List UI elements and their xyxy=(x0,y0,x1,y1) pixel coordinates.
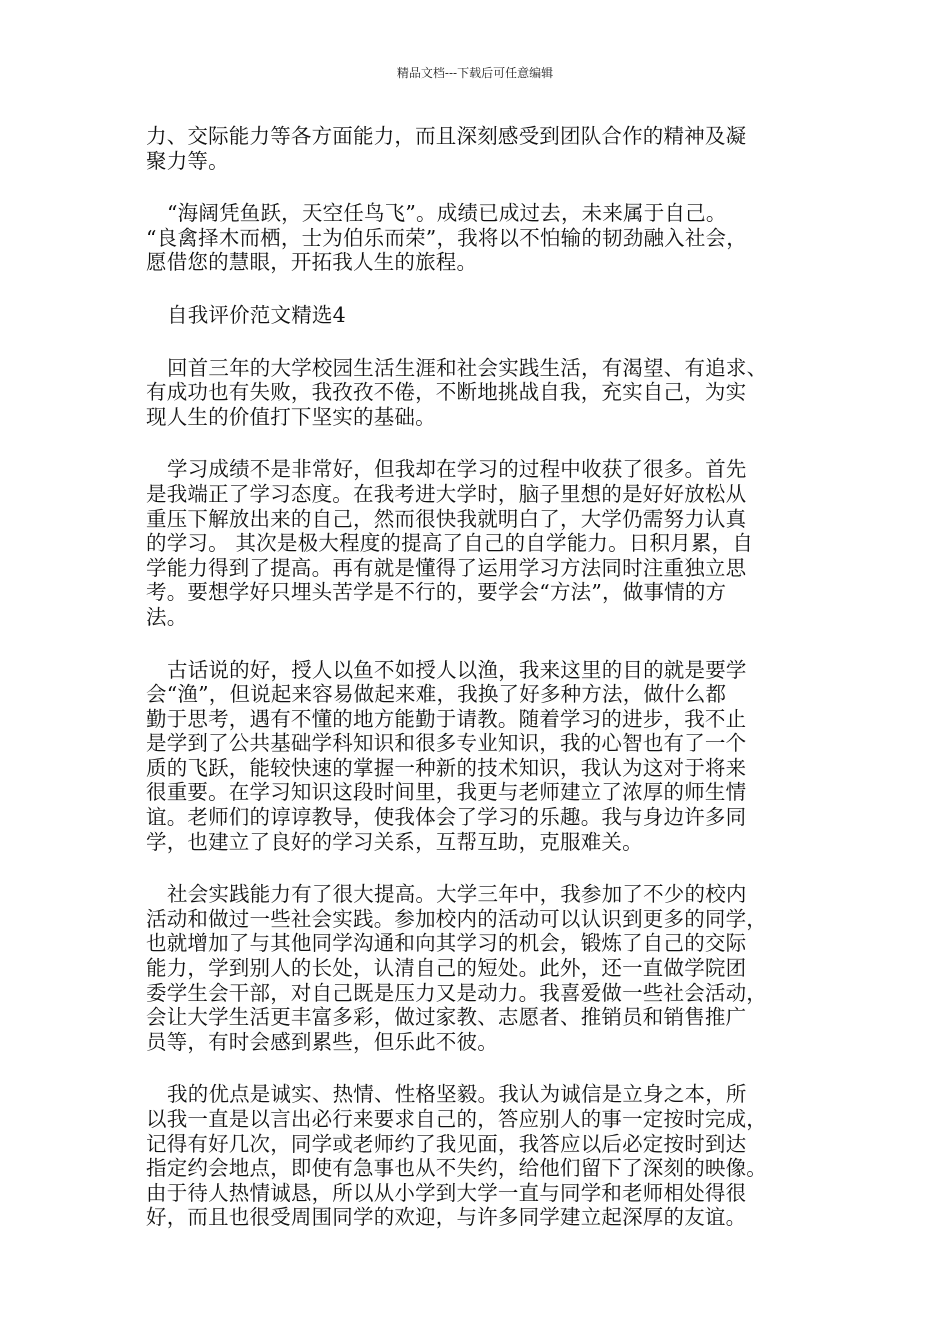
paragraph-8 xyxy=(146,1082,806,1230)
text-line: 是学到了公共基础学科知识和很多专业知识，我的心智也有了一个 xyxy=(146,731,747,756)
paragraph-1 xyxy=(146,124,806,173)
text-line: 很重要。在学习知识这段时间里，我更与老师建立了浓厚的师生情 xyxy=(146,780,747,805)
text-line: 聚力等。 xyxy=(146,148,229,173)
paragraph-4 xyxy=(146,356,806,430)
text-line: 质的飞跃，能较快速的掌握一种新的技术知识，我认为这对于将来 xyxy=(146,755,747,780)
text-line: 会“渔”，但说起来容易做起来难，我换了好多种方法，做什么都 xyxy=(146,682,727,707)
text-line: 勤于思考，遇有不懂的地方能勤于请教。随着学习的进步，我不止 xyxy=(146,706,747,731)
text-line: 指定约会地点，即使有急事也从不失约，给他们留下了深刻的映像。 xyxy=(146,1156,767,1181)
text-line: 记得有好几次，同学或老师约了我见面，我答应以后必定按时到达 xyxy=(146,1131,747,1156)
text-line: 员等，有时会感到累些，但乐此不彼。 xyxy=(146,1029,498,1054)
section-heading xyxy=(146,303,806,328)
page-header: 精品文档---下载后可任意编辑 xyxy=(396,66,554,80)
text-line: 学习成绩不是非常好，但我却在学习的过程中收获了很多。首先 xyxy=(167,457,747,482)
text-line: 重压下解放出来的自己，然而很快我就明白了，大学仍需努力认真 xyxy=(146,506,747,531)
text-line: 法。 xyxy=(146,604,188,629)
text-line: 古话说的好，授人以鱼不如授人以渔，我来这里的目的就是要学 xyxy=(167,657,747,682)
text-line: 会让大学生活更丰富多彩，做过家教、志愿者、推销员和销售推广 xyxy=(146,1005,747,1030)
text-line: “良禽择木而栖，士为伯乐而荣”，我将以不怕输的韧劲融入社会， xyxy=(146,225,747,250)
text-line: 能力，学到别人的长处，认清自己的短处。此外，还一直做学院团 xyxy=(146,956,747,981)
document-body xyxy=(146,124,806,1258)
text-line: 考。要想学好只埋头苦学是不行的，要学会“方法”，做事情的方 xyxy=(146,580,727,605)
text-line: 以我一直是以言出必行来要求自己的，答应别人的事一定按时完成， xyxy=(146,1107,767,1131)
text-line: “海阔凭鱼跃，天空任鸟飞”。成绩已成过去，未来属于自己。 xyxy=(167,201,727,226)
text-line: 学，也建立了良好的学习关系，互帮互助，克服难关。 xyxy=(146,829,643,854)
text-line: 有成功也有失败，我孜孜不倦，不断地挑战自我，充实自己，为实 xyxy=(146,380,747,405)
text-line: 社会实践能力有了很大提高。大学三年中，我参加了不少的校内 xyxy=(167,882,747,907)
text-line: 愿借您的慧眼，开拓我人生的旅程。 xyxy=(146,250,478,275)
text-line: 是我端正了学习态度。在我考进大学时，脑子里想的是好好放松从 xyxy=(146,481,747,506)
text-line: 谊。老师们的谆谆教导，使我体会了学习的乐趣。我与身边许多同 xyxy=(146,805,747,830)
text-line: 的学习。 其次是极大程度的提高了自己的自学能力。日积月累，自 xyxy=(146,531,754,556)
text-line: 现人生的价值打下坚实的基础。 xyxy=(146,404,436,429)
text-line: 由于待人热情诚恳，所以从小学到大学一直与同学和老师相处得很 xyxy=(146,1180,747,1205)
text-line: 委学生会干部，对自己既是压力又是动力。我喜爱做一些社会活动， xyxy=(146,980,767,1005)
text-line: 我的优点是诚实、热情、性格坚毅。我认为诚信是立身之本，所 xyxy=(167,1082,747,1107)
text-line: 力、交际能力等各方面能力，而且深刻感受到团队合作的精神及凝 xyxy=(146,124,747,148)
paragraph-6 xyxy=(146,658,806,855)
paragraph-7 xyxy=(146,882,806,1054)
text-line: 也就增加了与其他同学沟通和向其学习的机会，锻炼了自己的交际 xyxy=(146,931,747,956)
text-line: 学能力得到了提高。再有就是懂得了运用学习方法同时注重独立思 xyxy=(146,555,747,580)
text-line: 活动和做过一些社会实践。参加校内的活动可以认识到更多的同学， xyxy=(146,906,767,931)
text-line: 回首三年的大学校园生活生涯和社会实践生活，有渴望、有追求、 xyxy=(167,355,768,380)
paragraph-2 xyxy=(146,201,806,275)
text-line: 好，而且也很受周围同学的欢迎，与许多同学建立起深厚的友谊。 xyxy=(146,1205,747,1230)
section-heading-text: 自我评价范文精选4 xyxy=(167,302,346,327)
paragraph-5 xyxy=(146,457,806,629)
